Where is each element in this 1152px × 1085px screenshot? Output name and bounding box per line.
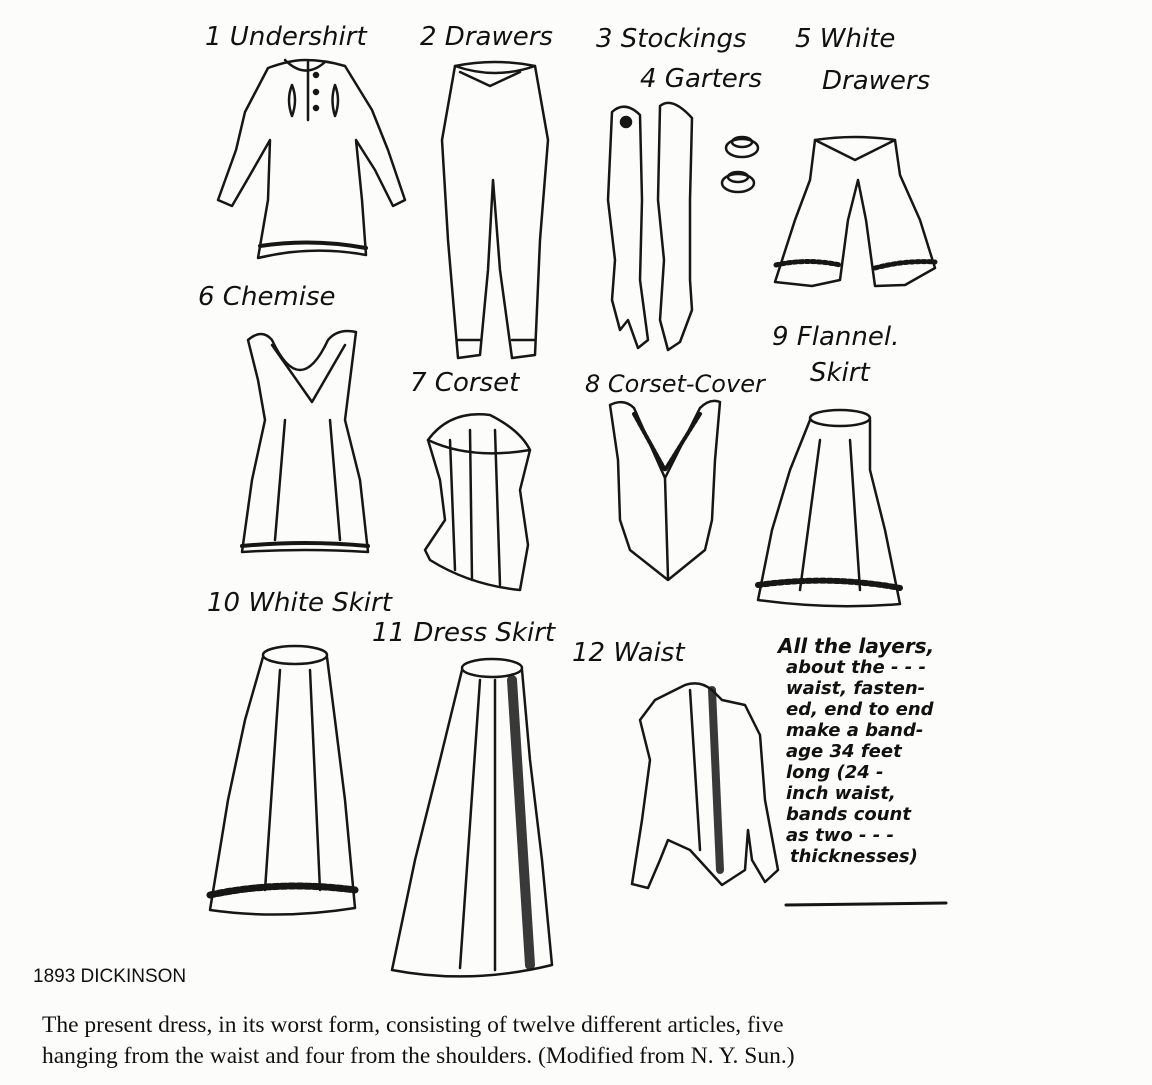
label-corset: 7 Corset <box>410 368 520 398</box>
label-white-skirt: 10 White Skirt <box>207 588 392 618</box>
note-line: as two - - - <box>786 825 894 846</box>
label-flannel-skirt-1: 9 Flannel. <box>772 322 900 352</box>
label-undershirt: 1 Undershirt <box>205 22 367 52</box>
drawers-drawing <box>442 62 548 358</box>
note-line: bands count <box>786 804 911 825</box>
stockings-drawing <box>608 103 692 350</box>
undershirt-drawing <box>218 60 405 258</box>
flannel-skirt-drawing <box>758 410 900 606</box>
label-dress-skirt: 11 Dress Skirt <box>372 618 556 648</box>
corset-cover-drawing <box>610 401 720 580</box>
label-drawers: 2 Drawers <box>420 22 553 52</box>
white-drawers-drawing <box>775 137 935 286</box>
note-rule <box>786 903 946 905</box>
dress-skirt-drawing <box>392 659 552 976</box>
white-skirt-drawing <box>210 646 355 915</box>
note-line: thicknesses) <box>790 846 918 867</box>
note-line: age 34 feet <box>786 741 902 762</box>
label-waist: 12 Waist <box>572 638 685 668</box>
figure-caption <box>42 1010 1142 1072</box>
label-corset-cover: 8 Corset-Cover <box>585 370 765 398</box>
note-line: inch waist, <box>786 783 896 804</box>
garters-drawing <box>722 137 758 192</box>
note-line: waist, fasten- <box>786 678 926 699</box>
chemise-drawing <box>242 331 368 552</box>
caption-line-2: hanging from the waist and four from the shoulders. (Modified from N. Y. Sun.) <box>42 1043 795 1069</box>
credit-label: 1893 DICKINSON <box>33 966 187 987</box>
note-line: ed, end to end <box>786 699 934 720</box>
caption-line-1: The present dress, in its worst form, consisting of twelve different articles, five <box>42 1012 784 1038</box>
note-line: about the - - - <box>786 657 926 678</box>
layers-note <box>778 636 978 867</box>
label-white-drawers-1: 5 White <box>795 24 896 54</box>
label-flannel-skirt-2: Skirt <box>810 358 870 388</box>
label-white-drawers-2: Drawers <box>822 66 931 96</box>
label-chemise: 6 Chemise <box>198 282 336 312</box>
corset-drawing <box>425 414 530 590</box>
note-line: long (24 - <box>786 762 884 783</box>
label-stockings: 3 Stockings <box>596 24 747 54</box>
note-line: All the layers, <box>778 634 935 658</box>
label-garters: 4 Garters <box>640 64 763 94</box>
waist-drawing <box>632 683 778 888</box>
note-line: make a band- <box>786 720 924 741</box>
